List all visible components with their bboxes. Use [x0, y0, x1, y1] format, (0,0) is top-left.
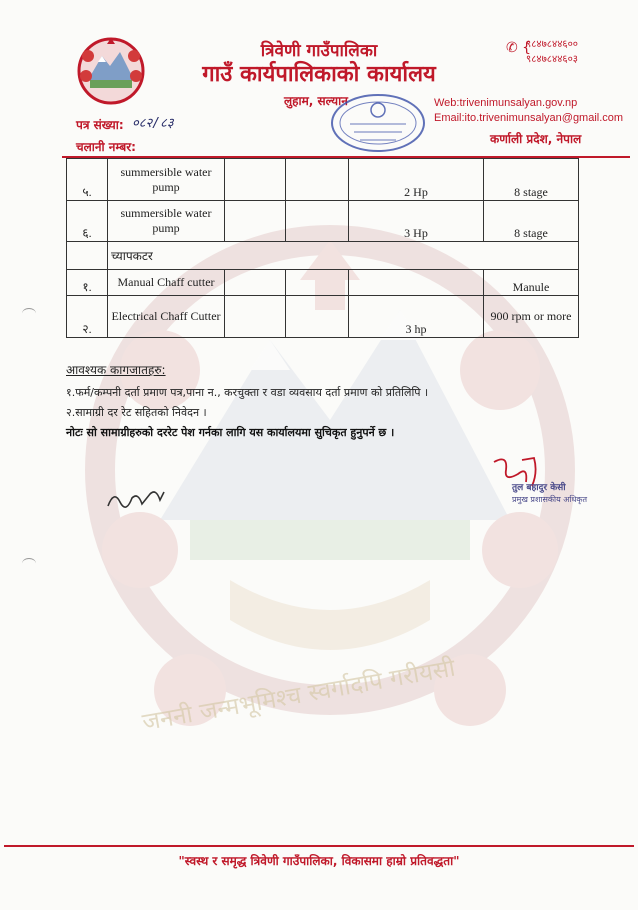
phone-number-2: ९८४७८४४६०३ — [526, 54, 578, 65]
footer-slogan: "स्वस्थ र समृद्ध त्रिवेणी गाउँपालिका, विकासमा हाम्रो प्रतिवद्धता" — [178, 854, 460, 868]
phone-icon: ✆ { — [506, 40, 532, 56]
spec-cell — [349, 270, 484, 296]
spec-cell: 3 Hp — [349, 201, 484, 242]
item-name-cell: Electrical Chaff Cutter — [108, 296, 225, 338]
office-name: गाउँ कार्यपालिकाको कार्यालय — [202, 62, 436, 87]
item-name-cell: summersible water pump — [108, 159, 225, 201]
province: कर्णाली प्रदेश, नेपाल — [490, 132, 582, 146]
item-name-cell: Manual Chaff cutter — [108, 270, 225, 296]
table-row — [67, 296, 579, 338]
footer-divider — [4, 845, 634, 847]
signatory-title: प्रमुख प्रशासकीय अधिकृत — [512, 495, 588, 504]
office-address: लुहाम, सल्यान — [284, 94, 348, 108]
requirement-item-2: २.सामाग्री दर रेट सहितको निवेदन । — [66, 406, 207, 419]
item-name-cell: summersible water pump — [108, 201, 225, 242]
phone-number-1: ९८४७८४४६०० — [526, 39, 578, 50]
requirement-item-1: १.फर्म/कम्पनी दर्ता प्रमाण पत्र,पाना न., करचुक्ता र वडा व्यवसाय दर्ता प्रमाण को प्रतिलिपि । — [66, 386, 429, 399]
section-heading: च्यापकटर — [108, 242, 579, 270]
description-cell: 8 stage — [484, 201, 579, 242]
signatory-name: तुल बहादुर केसी — [512, 483, 566, 493]
empty-cell — [286, 270, 349, 296]
org-name: त्रिवेणी गाउँपालिका — [260, 41, 378, 61]
description-cell: 8 stage — [484, 159, 579, 201]
empty-cell — [286, 201, 349, 242]
letter-number-label: पत्र संख्या: — [76, 118, 124, 132]
table-row — [67, 270, 579, 296]
spec-cell: 2 Hp — [349, 159, 484, 201]
punch-hole-mark — [22, 558, 36, 569]
empty-cell — [286, 296, 349, 338]
empty-cell — [225, 296, 286, 338]
dispatch-number-label: चलानी नम्बर: — [76, 140, 136, 154]
office-stamp-icon — [328, 92, 428, 154]
goods-table — [66, 158, 579, 338]
empty-cell — [225, 270, 286, 296]
signature-left-icon — [104, 484, 168, 514]
letter-number-value: ०८२/८३ — [132, 116, 174, 131]
serial-cell: ५. — [67, 159, 108, 201]
spec-cell: 3 hp — [349, 296, 484, 338]
watermark-motto: जननी जन्मभूमिश्च स्वर्गादपि गरीयसी — [140, 653, 458, 737]
serial-cell: ६. — [67, 201, 108, 242]
description-cell: 900 rpm or more — [484, 296, 579, 338]
empty-cell — [286, 159, 349, 201]
description-cell: Manule — [484, 270, 579, 296]
requirements-title: आवश्यक कागजातहरु: — [66, 363, 166, 377]
serial-cell: १. — [67, 270, 108, 296]
empty-cell — [225, 201, 286, 242]
note: नोटः सो सामाग्रीहरुको दररेट पेश गर्नका लागि यस कार्यालयमा सुचिकृत हुनुपर्ने छ । — [66, 426, 395, 439]
table-row — [67, 159, 579, 201]
email: Email:ito.trivenimunsalyan@gmail.com — [434, 112, 624, 124]
website: Web:trivenimunsalyan.gov.np — [434, 97, 578, 109]
empty-cell — [225, 159, 286, 201]
table-row — [67, 201, 579, 242]
serial-cell: २. — [67, 296, 108, 338]
section-row — [67, 242, 579, 270]
punch-hole-mark — [22, 308, 36, 319]
